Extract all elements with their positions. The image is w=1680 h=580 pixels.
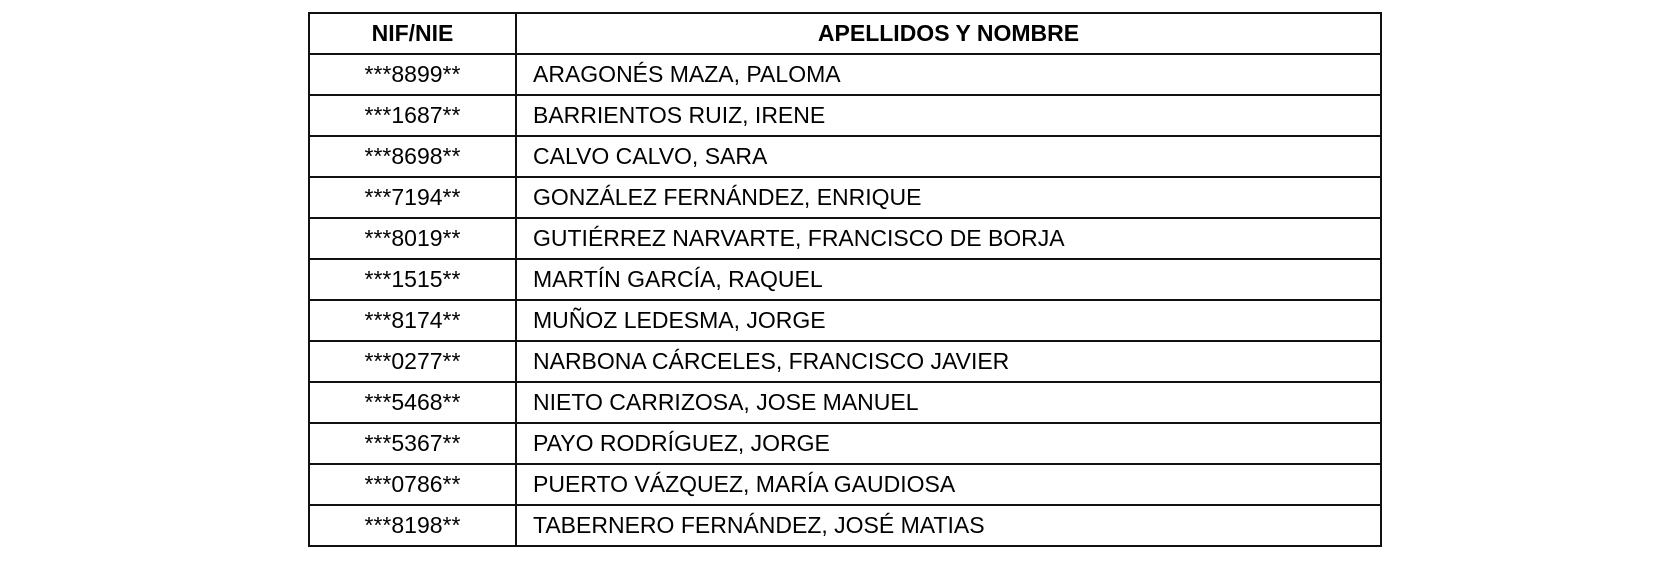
cell-name: CALVO CALVO, SARA: [516, 136, 1381, 177]
cell-nif: ***1515**: [309, 259, 516, 300]
cell-name: NIETO CARRIZOSA, JOSE MANUEL: [516, 382, 1381, 423]
cell-name: GONZÁLEZ FERNÁNDEZ, ENRIQUE: [516, 177, 1381, 218]
cell-name: PAYO RODRÍGUEZ, JORGE: [516, 423, 1381, 464]
cell-nif: ***0277**: [309, 341, 516, 382]
cell-name: PUERTO VÁZQUEZ, MARÍA GAUDIOSA: [516, 464, 1381, 505]
table-row: [309, 259, 1381, 300]
header-name: APELLIDOS Y NOMBRE: [516, 13, 1381, 54]
cell-nif: ***8198**: [309, 505, 516, 546]
cell-nif: ***1687**: [309, 95, 516, 136]
table-row: [309, 423, 1381, 464]
cell-name: ARAGONÉS MAZA, PALOMA: [516, 54, 1381, 95]
table-row: [309, 136, 1381, 177]
cell-nif: ***8698**: [309, 136, 516, 177]
table-row: [309, 341, 1381, 382]
table-row: [309, 95, 1381, 136]
table-row: [309, 505, 1381, 546]
table-row: [309, 382, 1381, 423]
cell-nif: ***8174**: [309, 300, 516, 341]
table-row: [309, 54, 1381, 95]
cell-name: BARRIENTOS RUIZ, IRENE: [516, 95, 1381, 136]
cell-nif: ***5367**: [309, 423, 516, 464]
cell-name: MARTÍN GARCÍA, RAQUEL: [516, 259, 1381, 300]
table-header-row: [309, 13, 1381, 54]
cell-nif: ***0786**: [309, 464, 516, 505]
table-row: [309, 218, 1381, 259]
document-table-container: [308, 12, 1380, 547]
cell-name: GUTIÉRREZ NARVARTE, FRANCISCO DE BORJA: [516, 218, 1381, 259]
table-row: [309, 464, 1381, 505]
cell-name: NARBONA CÁRCELES, FRANCISCO JAVIER: [516, 341, 1381, 382]
cell-nif: ***5468**: [309, 382, 516, 423]
cell-nif: ***8019**: [309, 218, 516, 259]
cell-nif: ***7194**: [309, 177, 516, 218]
table-row: [309, 300, 1381, 341]
cell-nif: ***8899**: [309, 54, 516, 95]
cell-name: MUÑOZ LEDESMA, JORGE: [516, 300, 1381, 341]
cell-name: TABERNERO FERNÁNDEZ, JOSÉ MATIAS: [516, 505, 1381, 546]
names-table: [308, 12, 1382, 547]
header-nif: NIF/NIE: [309, 13, 516, 54]
table-row: [309, 177, 1381, 218]
